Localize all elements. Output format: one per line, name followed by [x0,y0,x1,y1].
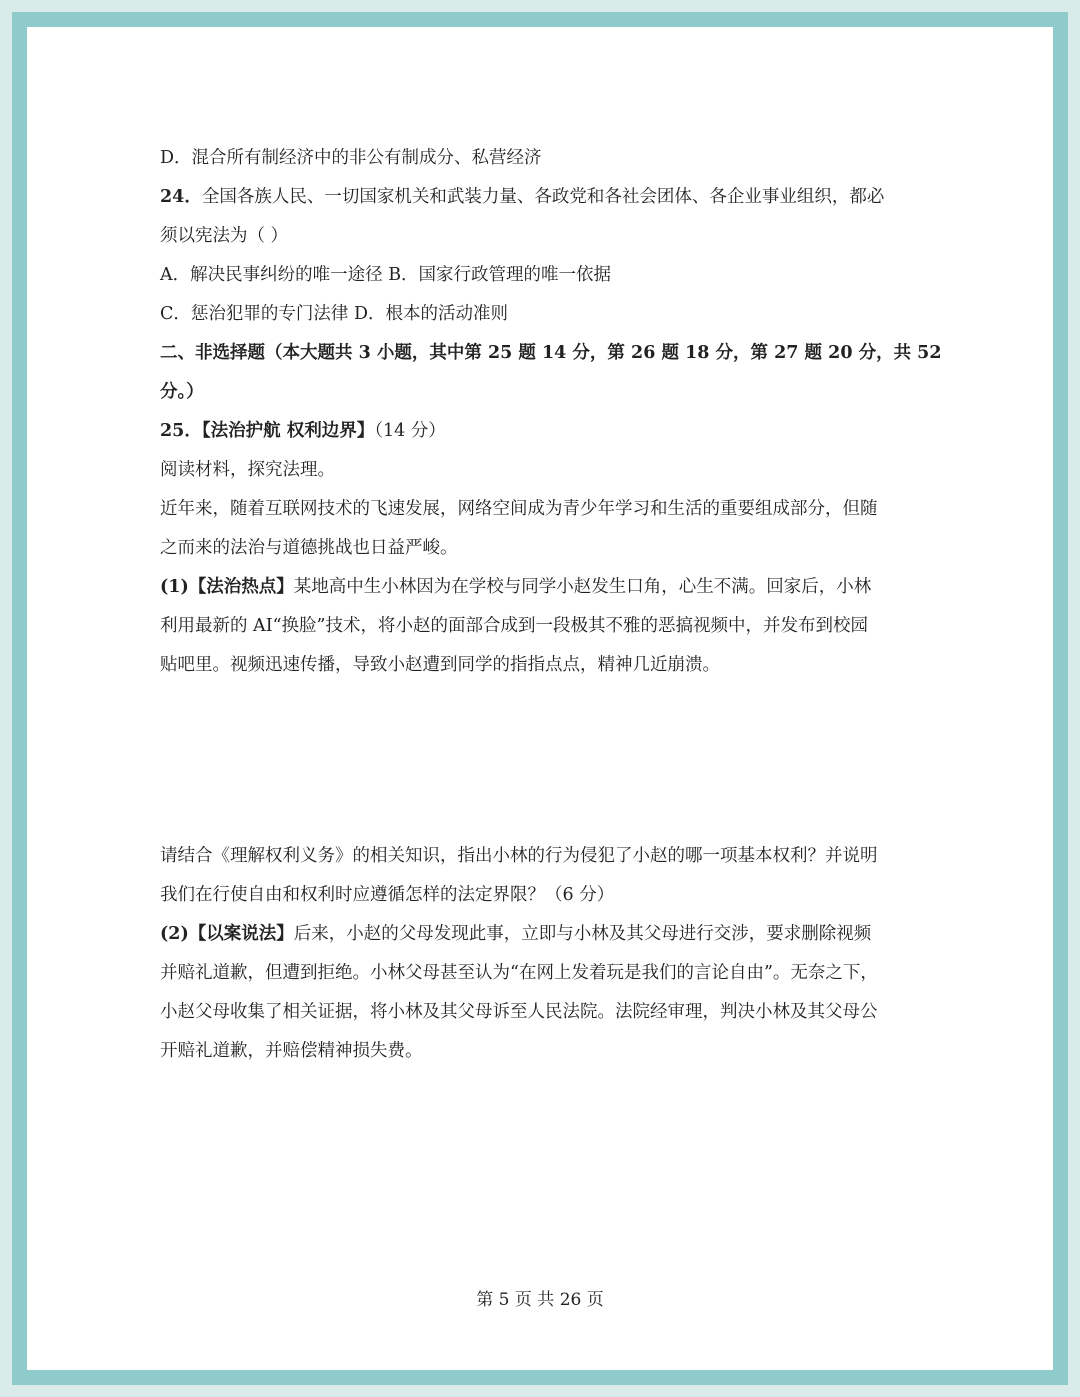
part-1-line-3: 贴吧里。视频迅速传播，导致小赵遭到同学的指指点点，精神几近崩溃。 [160,655,720,675]
answer-space [160,685,920,837]
part-2-line-1: (2)【以案说法】后来，小赵的父母发现此事，立即与小林及其父母进行交涉，要求删除视频 [160,924,872,944]
part-1-line-2: 利用最新的 AI“换脸”技术，将小赵的面部合成到一段极其不雅的恶搞视频中，并发布到校园 [160,616,869,636]
part-2-line-4: 开赔礼道歉，并赔偿精神损失费。 [160,1041,423,1061]
option-d-line: D．混合所有制经济中的非公有制成分、私营经济 [160,148,542,168]
question-24-line-1: 24．全国各族人民、一切国家机关和武装力量、各政党和各社会团体、各企业事业组织，都必 [160,187,885,207]
reading-instruction: 阅读材料，探究法理。 [160,460,335,480]
material-intro-line-1: 近年来，随着互联网技术的飞速发展，网络空间成为青少年学习和生活的重要组成部分，但随 [160,499,878,519]
part-2-line-3: 小赵父母收集了相关证据，将小林及其父母诉至人民法院。法院经审理，判决小林及其父母公 [160,1002,878,1022]
page-content [160,139,942,1071]
part-1-question-line-2: 我们在行使自由和权利时应遵循怎样的法定界限？（6 分） [160,885,615,905]
page-footer: 第 5 页 共 26 页 [476,1290,604,1310]
part-2-line-2: 并赔礼道歉，但遭到拒绝。小林父母甚至认为“在网上发着玩是我们的言论自由”。无奈之下， [160,963,878,983]
material-intro-line-2: 之而来的法治与道德挑战也日益严峻。 [160,538,458,558]
question-25-title: 25．【法治护航 权利边界】（14 分） [160,421,446,441]
section-heading-line-2: 分。） [160,382,204,402]
part-1-question-line-1: 请结合《理解权利义务》的相关知识，指出小林的行为侵犯了小赵的哪一项基本权利？并说明 [160,846,878,866]
options-a-b-line: A．解决民事纠纷的唯一途径 B．国家行政管理的唯一依据 [160,265,612,285]
question-24-line-2: 须以宪法为（ ） [160,226,289,246]
part-1-line-1: (1)【法治热点】某地高中生小林因为在学校与同学小赵发生口角，心生不满。回家后，小林 [160,577,872,597]
exam-page [27,27,1053,1370]
options-c-d-line: C．惩治犯罪的专门法律 D．根本的活动准则 [160,304,508,324]
section-heading-line-1: 二、非选择题（本大题共 3 小题，其中第 25 题 14 分，第 26 题 18 分，第 27 题 20 分，共 52 [160,343,942,363]
